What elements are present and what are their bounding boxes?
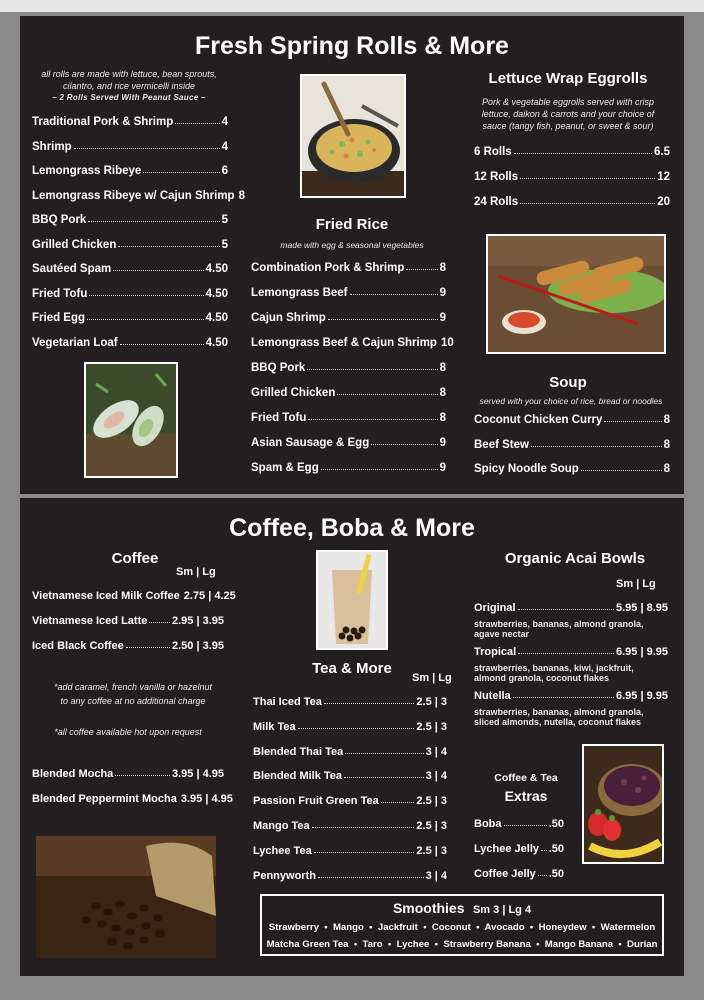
leader-dots: [88, 221, 219, 222]
menu-item: [474, 463, 670, 475]
menu-item: [253, 795, 447, 807]
menu-item-name: Lemongrass Ribeye: [32, 165, 142, 177]
menu-item-name: Milk Tea: [253, 720, 296, 733]
menu-item-price: 2.5 | 3: [416, 844, 447, 857]
menu-item-name: Spam & Egg: [251, 462, 319, 474]
menu-item-name: Sautéed Spam: [32, 263, 112, 275]
menu-item-price: 9: [439, 437, 446, 449]
eggrolls-subtitle-line: sauce (tangy fish, peanut, or sweet & sour): [482, 121, 654, 131]
menu-item: [253, 845, 447, 857]
menu-item-name: Blended Mocha: [32, 768, 114, 780]
menu-item: [251, 287, 446, 299]
menu-item-price: 4: [221, 140, 228, 153]
acai-title: Organic Acai Bowls: [504, 550, 646, 567]
smoothies-header: [262, 900, 662, 918]
fried-rice-subtitle: made with egg & seasonal vegetables: [280, 240, 424, 250]
acai-bowl-photo: [582, 744, 664, 864]
menu-item: [474, 646, 668, 658]
leader-dots: [520, 178, 655, 179]
menu-item: [253, 820, 447, 832]
menu-item-price: 3 | 4: [425, 745, 447, 758]
spring-note-line: – 2 Rolls Served With Peanut Sauce –: [52, 93, 206, 102]
menu-item-description: almond granola, coconut flakes: [474, 673, 610, 683]
tea-title: Tea & More: [312, 660, 392, 677]
leader-dots: [74, 148, 220, 149]
menu-item-name: Passion Fruit Green Tea: [253, 795, 379, 808]
menu-item: [32, 141, 228, 153]
menu-item: [251, 387, 446, 399]
menu-item-price: 6.5: [654, 146, 670, 158]
leader-dots: [126, 647, 170, 648]
eggrolls-subtitle-line: Pork & vegetable eggrolls served with crisp: [481, 97, 655, 107]
menu-item: [32, 615, 224, 627]
leader-dots: [337, 394, 437, 395]
leader-dots: [344, 777, 424, 778]
menu-item-price: 4.50: [205, 263, 228, 275]
eggrolls-photo: [486, 234, 666, 354]
coffee-note: [20, 680, 246, 708]
menu-item-price: 12: [657, 171, 670, 183]
menu-item-name: Thai Iced Tea: [253, 696, 322, 708]
menu-item: [474, 171, 670, 183]
leader-dots: [328, 319, 438, 320]
leader-dots: [514, 153, 652, 154]
leader-dots: [324, 703, 415, 704]
spring-note: [20, 68, 238, 104]
menu-item-price: .50: [548, 868, 564, 880]
leader-dots: [143, 172, 219, 173]
coffee-note-line: *add caramel, french vanilla or hazelnut: [53, 682, 213, 692]
leader-dots: [89, 295, 203, 296]
menu-item: [32, 116, 228, 128]
menu-item: [251, 362, 446, 374]
menu-item-name: Tropical: [474, 646, 517, 658]
eggrolls-subtitle-line: lettuce, daikon & carrots and your choice of: [481, 109, 655, 119]
acai-size-header: Sm | Lg: [616, 578, 656, 590]
leader-dots: [312, 827, 415, 828]
leader-dots: [113, 270, 203, 271]
menu-item-price: 8: [439, 387, 446, 399]
menu-item: [32, 640, 224, 652]
menu-item-price: 6.95 | 9.95: [615, 690, 668, 702]
fried-rice-wok-photo: [300, 74, 406, 198]
menu-item-name: BBQ Pork: [251, 362, 306, 374]
menu-item: [474, 690, 668, 702]
menu-item-name: Lychee Jelly: [474, 843, 540, 855]
menu-item: [253, 746, 447, 758]
menu-item-price: 8: [439, 362, 446, 374]
menu-item-price: 5.95 | 8.95: [615, 602, 668, 614]
menu-item-price: 4.50: [205, 312, 228, 324]
coffee-beans-photo: [36, 836, 216, 958]
leader-dots: [321, 469, 438, 470]
menu-item-description: strawberries, bananas, almond granola,: [474, 707, 644, 717]
menu-item: [32, 214, 228, 226]
menu-item: [32, 792, 233, 805]
leader-dots: [538, 875, 547, 876]
menu-item: [251, 437, 446, 449]
menu-item: [32, 189, 245, 202]
top-bar: [0, 0, 704, 12]
menu-item: [32, 590, 236, 602]
menu-item: [253, 696, 447, 708]
leader-dots: [298, 728, 415, 729]
leader-dots: [350, 294, 438, 295]
menu-item-price: 8: [663, 438, 670, 451]
menu-item-price: 8: [663, 414, 670, 426]
menu-item: [32, 768, 224, 780]
menu-item-name: Lemongrass Beef: [251, 287, 348, 299]
menu-item-price: 8: [439, 262, 446, 274]
menu-item-price: 2.95 | 3.95: [171, 615, 224, 627]
menu-item-price: 9: [439, 287, 446, 299]
extras-title-small: Coffee & Tea: [494, 772, 558, 784]
menu-item: [32, 337, 228, 349]
leader-dots: [520, 203, 655, 204]
menu-item-price: 4.50: [205, 287, 228, 300]
leader-dots: [87, 319, 204, 320]
leader-dots: [149, 622, 170, 623]
menu-item-price: 3.95 | 4.95: [171, 768, 224, 780]
menu-item-description: strawberries, bananas, kiwi, jackfruit,: [474, 663, 634, 673]
eggrolls-title: Lettuce Wrap Eggrolls: [488, 70, 648, 87]
eggrolls-subtitle: [468, 96, 668, 132]
menu-item-price: 2.5 | 3: [416, 795, 447, 808]
menu-item-name: Lemongrass Ribeye w/ Cajun Shrimp: [32, 189, 235, 202]
menu-item: [474, 196, 670, 208]
smoothies-sizes: Sm 3 | Lg 4: [472, 904, 532, 916]
coffee-title: Coffee: [111, 550, 159, 567]
menu-item-name: Fried Tofu: [251, 412, 307, 424]
menu-item: [253, 721, 447, 733]
coffee-boba-panel: [20, 498, 684, 976]
menu-item: [251, 312, 446, 324]
menu-item-name: Iced Black Coffee: [32, 640, 124, 652]
menu-item-name: Lemongrass Beef & Cajun Shrimp: [251, 337, 437, 349]
leader-dots: [513, 697, 614, 698]
spring-roll-photo: [84, 362, 178, 478]
leader-dots: [314, 852, 415, 853]
menu-item-price: 4.50: [205, 336, 228, 349]
leader-dots: [541, 850, 547, 851]
menu-item-name: Shrimp: [32, 140, 72, 153]
leader-dots: [371, 444, 437, 445]
leader-dots: [406, 269, 437, 270]
menu-item-name: BBQ Pork: [32, 214, 87, 226]
menu-item: [251, 262, 446, 274]
menu-item-name: Grilled Chicken: [251, 387, 336, 399]
menu-item-price: 8: [439, 412, 446, 424]
menu-item-name: Coffee Jelly: [474, 868, 536, 880]
smoothies-box: [260, 894, 664, 956]
menu-item-price: 2.5 | 3: [416, 820, 447, 832]
menu-item-name: 24 Rolls: [474, 196, 519, 208]
menu-item: [474, 843, 564, 855]
menu-item-price: 9: [439, 312, 446, 324]
menu-item: [474, 868, 564, 880]
menu-item-name: Grilled Chicken: [32, 238, 117, 251]
leader-dots: [518, 609, 614, 610]
menu-item: [32, 263, 228, 275]
menu-item: [253, 870, 447, 882]
menu-item-price: 3 | 4: [425, 869, 447, 882]
menu-item-name: Asian Sausage & Egg: [251, 437, 370, 449]
menu-item-name: Traditional Pork & Shrimp: [32, 116, 174, 128]
menu-item-price: 8: [238, 189, 245, 202]
menu-item: [474, 818, 564, 830]
leader-dots: [120, 344, 204, 345]
leader-dots: [531, 446, 662, 447]
menu-item-price: 3 | 4: [425, 770, 447, 783]
menu-item: [32, 165, 228, 177]
menu-item: [32, 312, 228, 324]
leader-dots: [518, 653, 614, 654]
spring-rolls-panel: [20, 16, 684, 494]
menu-item: [474, 439, 670, 451]
menu-item-price: 2.50 | 3.95: [171, 640, 224, 652]
menu-item-name: Nutella: [474, 690, 511, 702]
extras-title: Extras: [504, 788, 548, 804]
menu-item-price: 9: [439, 462, 446, 474]
menu-item-price: 6: [221, 165, 228, 177]
smoothies-flavors-line: Matcha Green Tea • Taro • Lychee • Strawberry Banana • Mango Banana • Durian: [266, 939, 658, 950]
menu-item-price: 2.75 | 4.25: [183, 590, 236, 602]
leader-dots: [504, 825, 547, 826]
menu-item-name: Fried Egg: [32, 312, 86, 324]
menu-item-name: Blended Thai Tea: [253, 745, 344, 758]
menu-item-price: 8: [663, 463, 670, 475]
section-title: Coffee, Boba & More: [229, 514, 475, 542]
menu-item: [474, 146, 670, 158]
menu-item-name: Blended Milk Tea: [253, 770, 343, 783]
leader-dots: [175, 123, 219, 124]
menu-item-name: Boba: [474, 818, 502, 830]
menu-item-price: 4: [221, 116, 228, 128]
soup-subtitle: served with your choice of rice, bread or noodles: [479, 396, 663, 406]
spring-note-line: all rolls are made with lettuce, bean sprouts,: [41, 69, 217, 79]
leader-dots: [308, 419, 437, 420]
leader-dots: [381, 802, 415, 803]
menu-item: [32, 239, 228, 251]
menu-item-price: 2.5 | 3: [416, 696, 447, 708]
leader-dots: [581, 470, 662, 471]
coffee-size-header: Sm | Lg: [176, 566, 216, 578]
menu-item-name: Spicy Noodle Soup: [474, 463, 579, 475]
menu-item: [474, 602, 668, 614]
menu-item-price: 20: [657, 196, 670, 208]
leader-dots: [307, 369, 437, 370]
leader-dots: [115, 775, 170, 776]
menu-item-price: 3.95 | 4.95: [180, 792, 233, 805]
menu-item-name: Pennyworth: [253, 869, 316, 882]
menu-item-name: Vegetarian Loaf: [32, 336, 118, 349]
menu-item-name: Mango Tea: [253, 820, 310, 832]
menu-item-price: .50: [548, 843, 564, 855]
menu-item-name: Cajun Shrimp: [251, 312, 326, 324]
menu-item: [253, 770, 447, 782]
menu-item: [251, 337, 454, 349]
boba-tea-photo: [316, 550, 388, 650]
leader-dots: [118, 246, 219, 247]
menu-item-price: .50: [548, 818, 564, 830]
menu-item-description: strawberries, bananas, almond granola,: [474, 619, 644, 629]
menu-item-name: Coconut Chicken Curry: [474, 414, 603, 426]
menu-item: [251, 412, 446, 424]
section-title: Fresh Spring Rolls & More: [195, 32, 509, 60]
leader-dots: [345, 753, 423, 754]
menu-item: [251, 462, 446, 474]
menu-item-price: 5: [221, 238, 228, 251]
menu-item-price: 6.95 | 9.95: [615, 646, 668, 658]
menu-item-name: Fried Tofu: [32, 287, 88, 300]
leader-dots: [604, 421, 661, 422]
menu-item-price: 2.5 | 3: [416, 720, 447, 733]
menu-item-description: agave nectar: [474, 629, 530, 639]
smoothies-title: Smoothies: [392, 900, 465, 916]
menu-item-name: Blended Peppermint Mocha: [32, 792, 177, 805]
smoothies-flavors-line: Strawberry • Mango • Jackfruit • Coconut • Avocado • Honeydew • Watermelon: [268, 922, 656, 933]
coffee-hot-note: *all coffee available hot upon request: [54, 727, 202, 737]
menu-item-name: Original: [474, 602, 516, 614]
menu-item-price: 10: [440, 337, 454, 349]
soup-title: Soup: [549, 374, 587, 391]
menu-item-name: Beef Stew: [474, 438, 529, 451]
menu-item-price: 5: [221, 214, 228, 226]
menu-item-name: Combination Pork & Shrimp: [251, 262, 405, 274]
menu-item-name: 6 Rolls: [474, 146, 512, 158]
menu-item-description: sliced almonds, nutella, coconut flakes: [474, 717, 642, 727]
menu-item-name: Vietnamese Iced Milk Coffee: [32, 590, 180, 602]
coffee-note-line: to any coffee at no additional charge: [60, 696, 206, 706]
leader-dots: [318, 877, 424, 878]
menu-item: [474, 414, 670, 426]
tea-size-header: Sm | Lg: [412, 672, 452, 684]
spring-note-line: cilantro, and rice vermicelli inside: [62, 81, 196, 91]
menu-item-name: Lychee Tea: [253, 844, 312, 857]
menu-item: [32, 288, 228, 300]
menu-item-name: Vietnamese Iced Latte: [32, 615, 148, 627]
fried-rice-title: Fried Rice: [315, 216, 389, 233]
menu-item-name: 12 Rolls: [474, 171, 519, 183]
